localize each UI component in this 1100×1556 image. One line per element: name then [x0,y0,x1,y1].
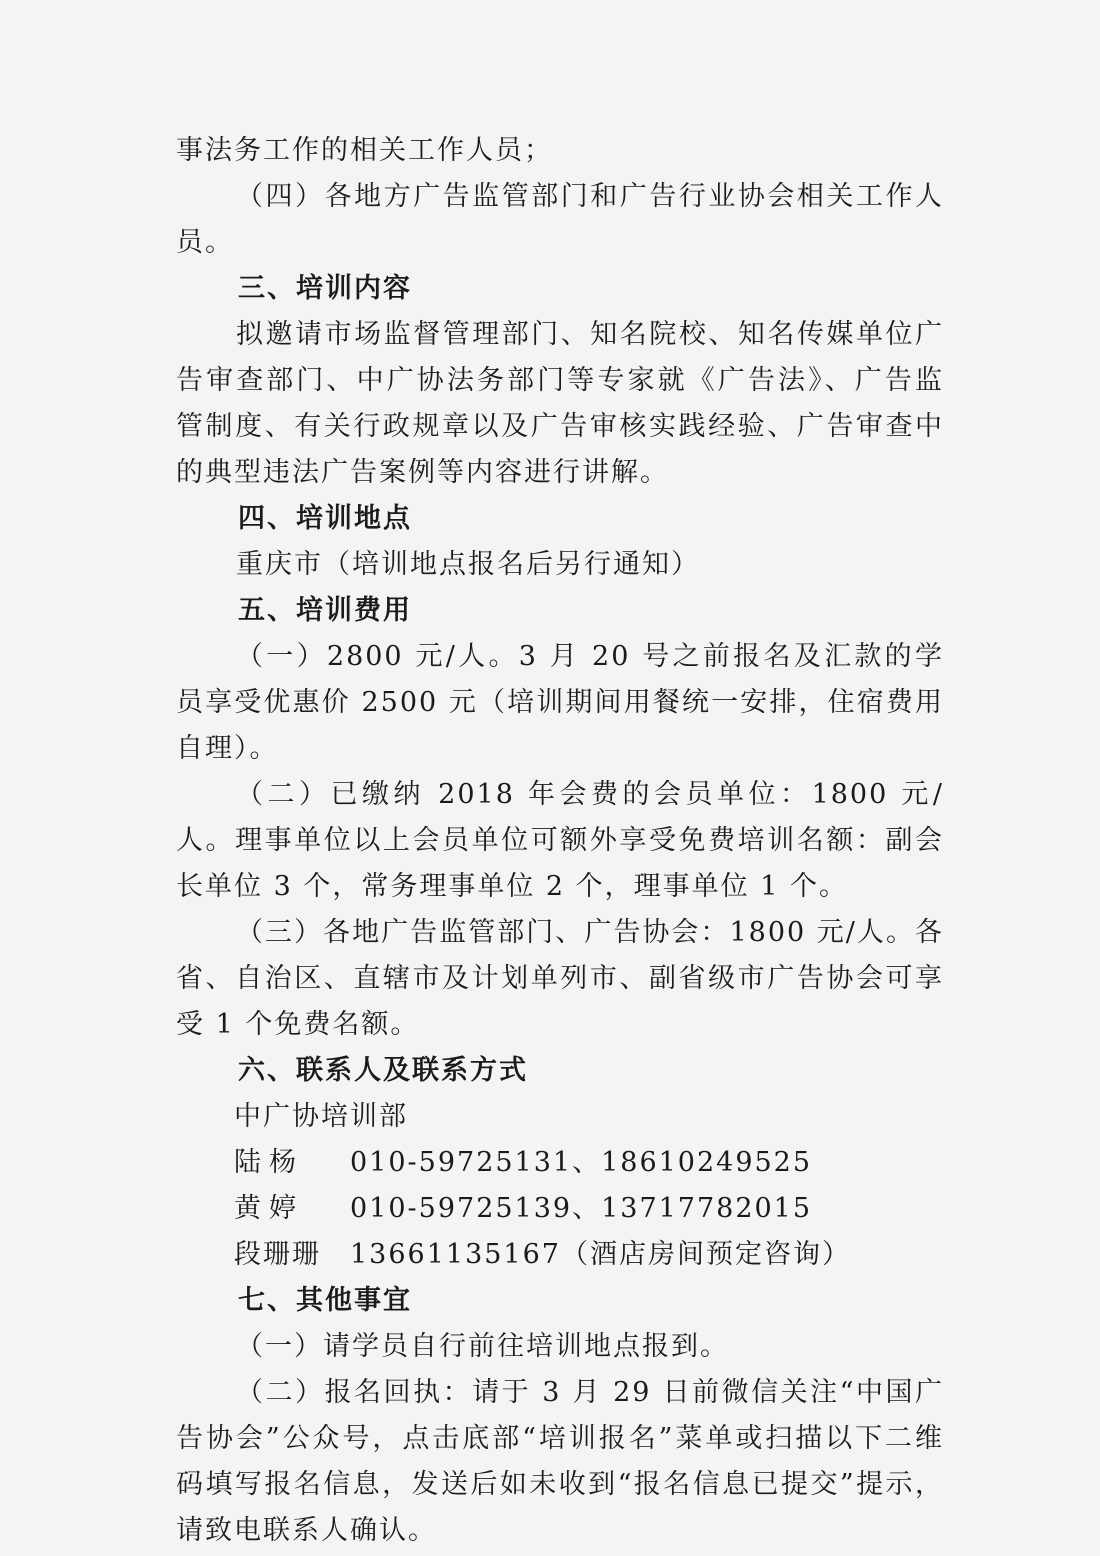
document-body [176,128,944,1554]
contact-name: 陆杨 [234,1147,304,1178]
section-heading-7: 七、其他事宜 [238,1285,412,1316]
other-item-2: （二）报名回执：请于 3 月 29 日前微信关注“中国广告协会”公众号，点击底部“培训报名”菜单或扫描以下二维码填写报名信息，发送后如未收到“报名信息已提交”提示，请致电联系人确认。 [176,1377,944,1546]
section-heading-5: 五、培训费用 [238,595,412,626]
fee-item-1: （一）2800 元/人。3 月 20 号之前报名及汇款的学员享受优惠价 2500 元（培训期间用餐统一安排，住宿费用自理）。 [176,641,944,764]
contact-row [176,1140,944,1186]
line-l1: 事法务工作的相关工作人员； [176,135,553,166]
contact-row [176,1186,944,1232]
contact-name: 黄婷 [234,1193,304,1224]
section-heading-6: 六、联系人及联系方式 [238,1055,528,1086]
paragraph-item-4: （四）各地方广告监管部门和广告行业协会相关工作人员。 [176,181,944,258]
section-4-body: 重庆市（培训地点报名后另行通知） [236,549,700,580]
fee-item-3: （三）各地广告监管部门、广告协会：1800 元/人。各省、自治区、直辖市及计划单列市、副省级市广告协会可享受 1 个免费名额。 [176,917,944,1040]
section-3-body: 拟邀请市场监督管理部门、知名院校、知名传媒单位广告审查部门、中广协法务部门等专家就《广告法》、广告监管制度、有关行政规章以及广告审核实践经验、广告审查中的典型违法广告案例等内容进行讲解。 [176,319,944,488]
contact-row [176,1232,944,1278]
contact-org: 中广协培训部 [234,1101,408,1132]
other-item-1: （一）请学员自行前往培训地点报到。 [236,1331,729,1362]
contact-phone: 010-59725139、13717782015 [350,1193,813,1224]
contact-phone: 010-59725131、18610249525 [350,1147,813,1178]
section-heading-3: 三、培训内容 [238,273,412,304]
contact-phone: 13661135167（酒店房间预定咨询） [350,1239,851,1270]
fee-item-2: （二）已缴纳 2018 年会费的会员单位：1800 元/人。理事单位以上会员单位可额外享受免费培训名额：副会长单位 3 个，常务理事单位 2 个，理事单位 1 个。 [176,779,944,902]
contact-name: 段珊珊 [234,1239,321,1270]
section-heading-4: 四、培训地点 [238,503,412,534]
